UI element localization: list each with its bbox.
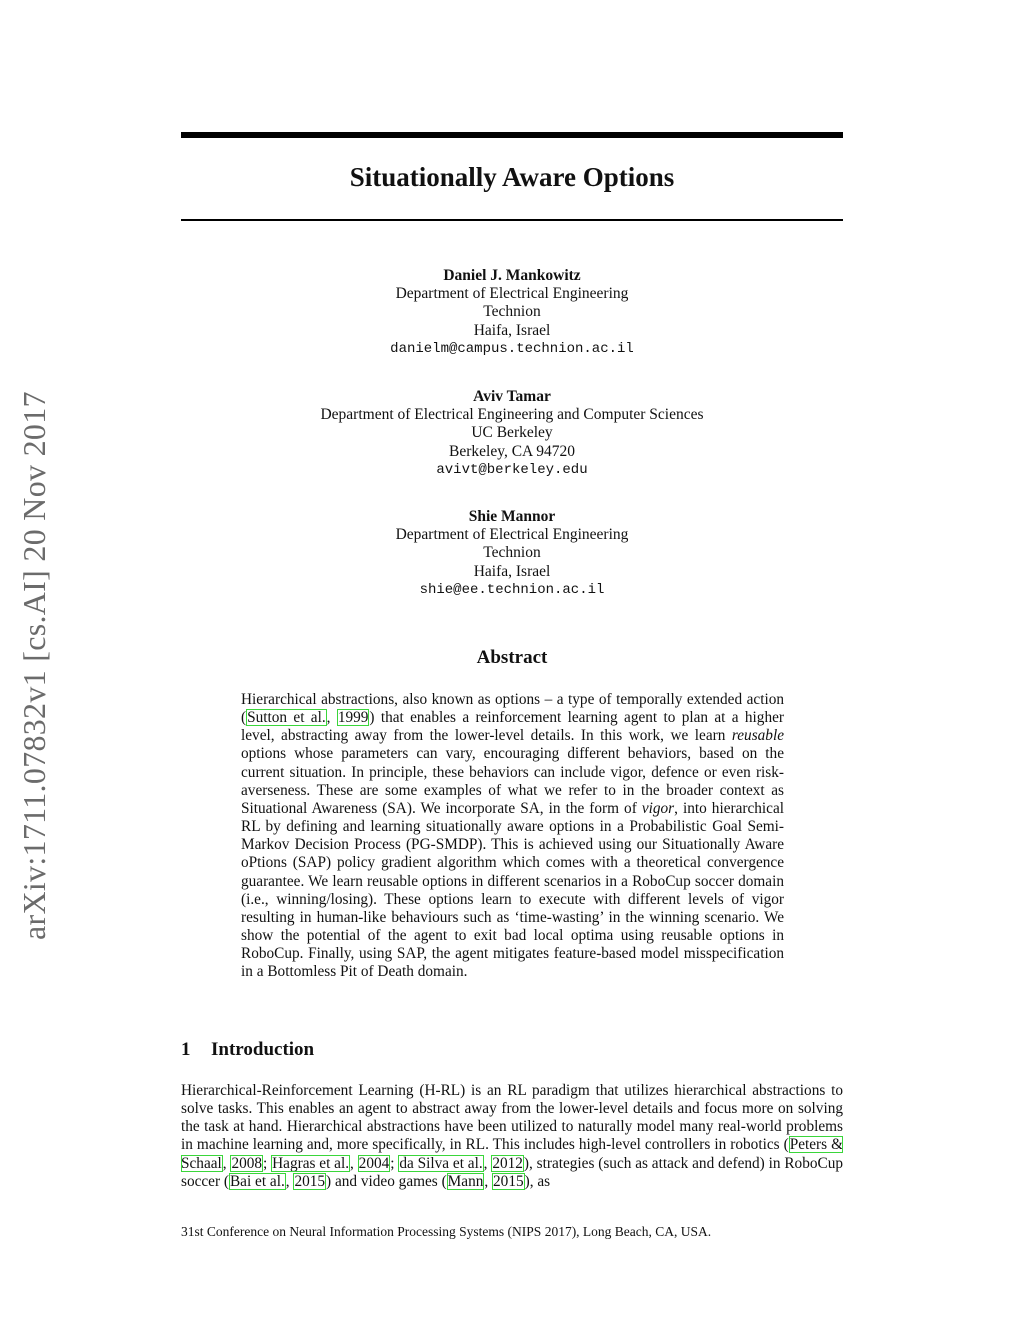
author-affiliation: Department of Electrical Engineering xyxy=(395,285,629,303)
arxiv-identifier-stamp: arXiv:1711.07832v1 [cs.AI] 20 Nov 2017 xyxy=(16,391,52,940)
introduction-body xyxy=(181,1082,843,1191)
citation-separator: , xyxy=(483,1154,492,1172)
section-number: 1 xyxy=(181,1039,191,1060)
citation-link[interactable]: Bai et al. xyxy=(229,1172,285,1190)
section-title: Introduction xyxy=(211,1039,315,1060)
citation-link[interactable]: 2004 xyxy=(358,1154,390,1172)
citation-separator: , xyxy=(285,1172,294,1190)
author-block-1 xyxy=(181,267,843,358)
abstract-text: ) that enables a reinforcement learning agent to plan at a higher level, abstracting away from the lower-level details. In this work, we learn xyxy=(241,709,784,745)
paper-title: Situationally Aware Options xyxy=(349,162,675,192)
intro-text: Hierarchical-Reinforcement Learning (H-RL) is an RL paradigm that utilizes hierarchical abstractions to solve tasks. This enables an agent to abstract away from the lower-level details and focus more on solving the task at hand. Hierarchical abstractions have been utilized to naturally model many real-world problems in machine learning and, more specifically, in RL. This includes high-level controllers in robotics ( xyxy=(181,1082,843,1154)
author-block-3 xyxy=(181,508,843,599)
abstract-emphasis: reusable xyxy=(731,727,784,745)
citation-link[interactable]: 2012 xyxy=(492,1154,523,1172)
abstract-emphasis: vigor xyxy=(641,799,675,817)
author-name: Shie Mannor xyxy=(468,508,556,525)
citation-link[interactable]: Mann xyxy=(447,1172,484,1190)
author-email[interactable]: shie@ee.technion.ac.il xyxy=(419,581,605,598)
citation-separator: , xyxy=(326,709,337,727)
author-email[interactable]: avivt@berkeley.edu xyxy=(436,461,588,478)
abstract-text: Hierarchical abstractions, also known as options – a type of temporally extended action ( xyxy=(241,691,784,727)
citation-link[interactable]: Sutton et al. xyxy=(247,709,326,727)
author-affiliation: Technion xyxy=(483,303,541,321)
citation-separator: , xyxy=(484,1172,493,1190)
author-affiliation: Haifa, Israel xyxy=(473,562,551,580)
intro-text: ), as xyxy=(524,1172,551,1190)
author-block-2 xyxy=(181,388,843,479)
section-heading-introduction xyxy=(181,1039,314,1061)
author-email[interactable]: danielm@campus.technion.ac.il xyxy=(390,340,634,357)
citation-link[interactable]: 2015 xyxy=(493,1172,524,1190)
abstract-body xyxy=(241,691,784,982)
conference-footnote: 31st Conference on Neural Information Processing Systems (NIPS 2017), Long Beach, CA, USA. xyxy=(181,1224,712,1239)
author-name: Aviv Tamar xyxy=(473,388,551,405)
abstract-heading: Abstract xyxy=(476,647,548,668)
abstract-text: options whose parameters can vary, encouraging different behaviors, based on the current situation. In principle, these behaviors can include vigor, defence or even risk-averseness. These are some examples of what we refer to in the broader context as Situational Awareness (SA). We incorporate SA, in the form of xyxy=(241,745,784,817)
citation-link[interactable]: 2015 xyxy=(294,1172,326,1190)
author-affiliation: UC Berkeley xyxy=(471,424,553,442)
citation-separator: ; xyxy=(390,1154,399,1172)
citation-link[interactable]: da Silva et al. xyxy=(399,1154,483,1172)
title-top-rule xyxy=(181,132,843,138)
citation-separator: , xyxy=(350,1154,358,1172)
citation-link[interactable]: 2008 xyxy=(231,1154,263,1172)
author-name: Daniel J. Mankowitz xyxy=(443,267,581,284)
citation-separator: ; xyxy=(263,1154,272,1172)
author-affiliation: Technion xyxy=(483,544,541,562)
citation-link[interactable]: 1999 xyxy=(337,709,369,727)
author-affiliation: Department of Electrical Engineering xyxy=(395,526,629,544)
citation-separator: , xyxy=(222,1154,231,1172)
author-affiliation: Department of Electrical Engineering and Computer Sciences xyxy=(320,406,704,424)
intro-text: ), strategies (such as attack and defend) in RoboCup soccer ( xyxy=(181,1154,843,1190)
title-bottom-rule xyxy=(181,219,843,221)
author-affiliation: Haifa, Israel xyxy=(473,321,551,339)
abstract-text: , into hierarchical RL by defining and learning situationally aware options in a Probabilistic Goal Semi-Markov Decision Process (PG-SMDP). This is achieved using our Situationally Aware oPtions (SAP) policy gradient algorithm which comes with a theoretical convergence guarantee. We learn reusable options in different scenarios in a RoboCup soccer domain (i.e., winning/losing). These options learn to execute with different levels of vigor resulting in human-like behaviours such as ‘time-wasting’ in the winning scenario. We show the potential of the agent to exit bad local optima using reusable options in RoboCup. Finally, using SAP, the agent mitigates feature-based model misspecification in a Bottomless Pit of Death domain. xyxy=(241,799,784,981)
citation-link[interactable]: Hagras et al. xyxy=(272,1154,350,1172)
author-affiliation: Berkeley, CA 94720 xyxy=(449,442,575,460)
intro-text: ) and video games ( xyxy=(326,1172,447,1190)
citation-link[interactable]: Peters & Schaal xyxy=(181,1136,843,1172)
